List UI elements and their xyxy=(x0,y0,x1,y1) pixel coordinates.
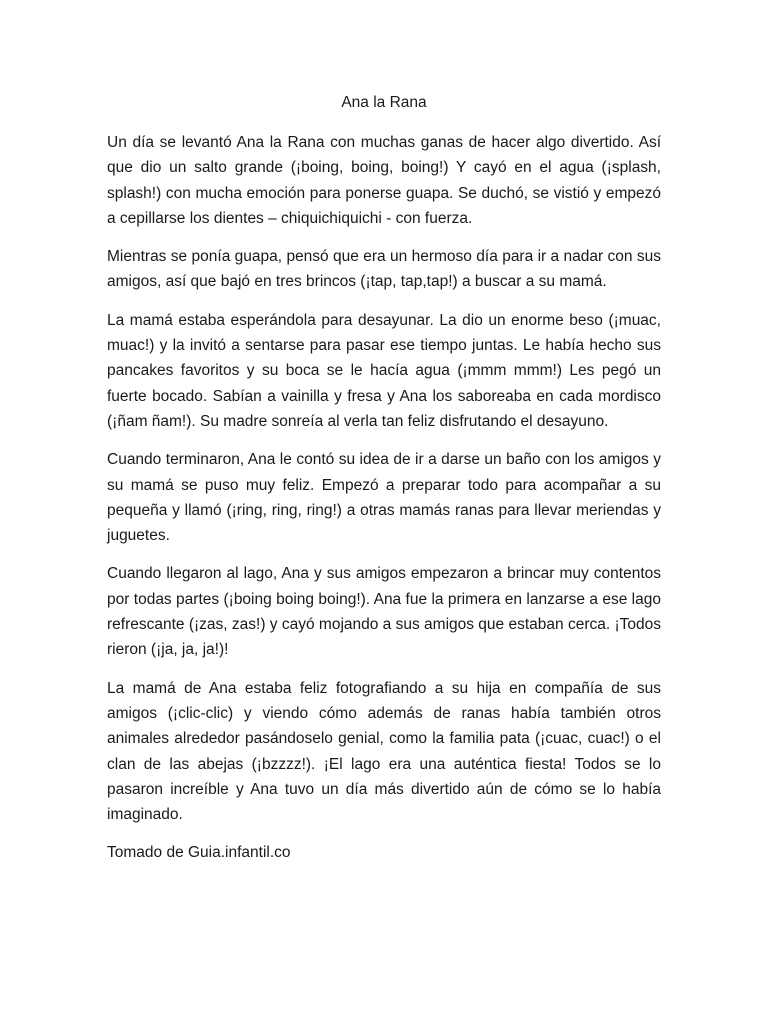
document-title: Ana la Rana xyxy=(341,94,427,111)
paragraph-5: Cuando llegaron al lago, Ana y sus amigos empezaron a brincar muy contentos por todas partes (¡boing boing boing!). Ana fue la primera en lanzarse a ese lago refrescante (¡zas, zas!) y cayó mojando a sus amigos que estaban cerca. ¡Todos rieron (¡ja, ja, ja!)! xyxy=(107,565,661,659)
document-body xyxy=(107,130,661,866)
paragraph-3: La mamá estaba esperándola para desayunar. La dio un enorme beso (¡muac, muac!) y la invitó a sentarse para pasar ese tiempo juntas. Le había hecho sus pancakes favoritos y su boca se le hacía agua (¡mmm mmm!) Les pegó un fuerte bocado. Sabían a vainilla y fresa y Ana los saboreaba en cada mordisco (¡ñam ñam!). Su madre sonreía al verla tan feliz disfrutando el desayuno. xyxy=(107,311,661,430)
paragraph-1: Un día se levantó Ana la Rana con muchas ganas de hacer algo divertido. Así que dio un salto grande (¡boing, boing, boing!) Y cayó en el agua (¡splash, splash!) con mucha emoción para ponerse guapa. Se duchó, se vistió y empezó a cepillarse los dientes – chiquichiquichi - con fuerza. xyxy=(107,134,661,227)
paragraph-4: Cuando terminaron, Ana le contó su idea de ir a darse un baño con los amigos y su mamá se puso muy feliz. Empezó a preparar todo para acompañar a su pequeña y llamó (¡ring, ring, ring!) a otras mamás ranas para llevar meriendas y juguetes. xyxy=(107,451,661,545)
paragraph-2: Mientras se ponía guapa, pensó que era un hermoso día para ir a nadar con sus amigos, así que bajó en tres brincos (¡tap, tap,tap!) a buscar a su mamá. xyxy=(107,248,661,291)
source-credit: Tomado de Guia.infantil.co xyxy=(107,844,291,862)
paragraph-6: La mamá de Ana estaba feliz fotografiando a su hija en compañía de sus amigos (¡clic-clic) y viendo cómo además de ranas había también otros animales alrededor pasándoselo genial, como la familia pata (¡cuac, cuac!) o el clan de las abejas (¡bzzzz!). ¡El lago era una auténtica fiesta! Todos se lo pasaron increíble y Ana tuvo un día más divertido aún de cómo se lo había imaginado. xyxy=(107,679,661,824)
